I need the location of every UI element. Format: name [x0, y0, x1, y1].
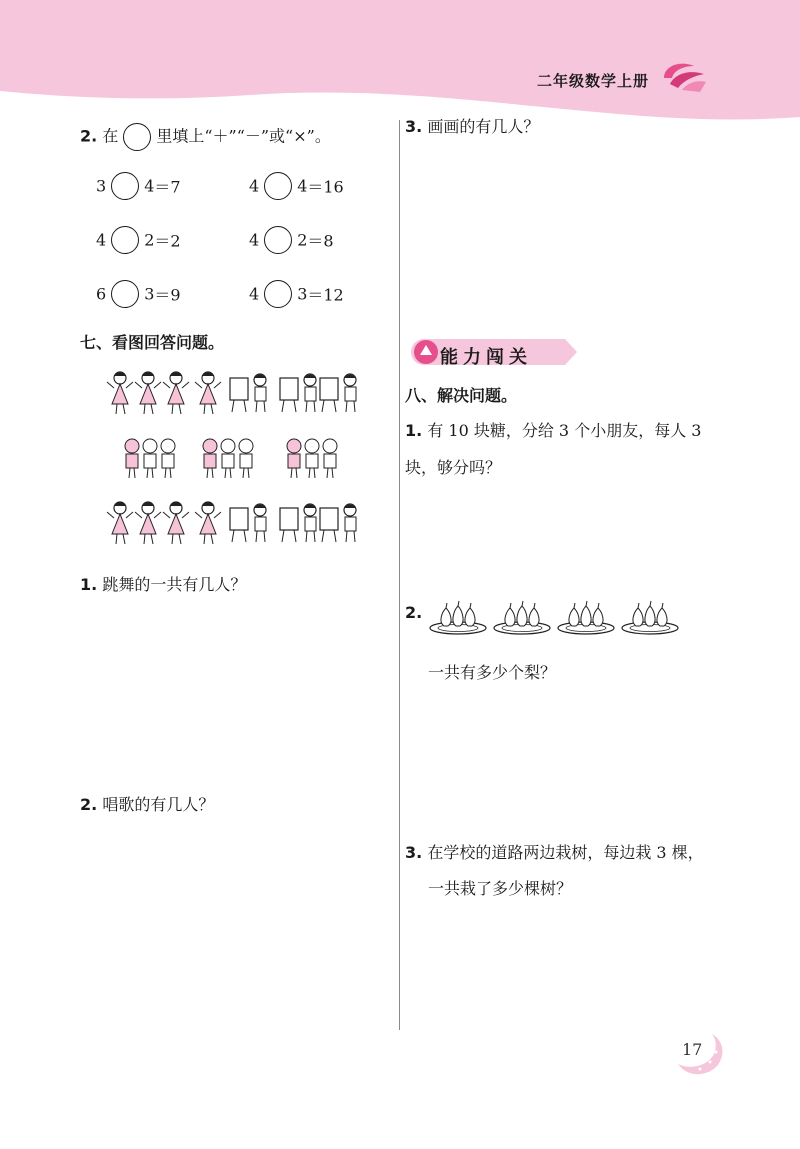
question-2-prompt: 2. 在 里填上“＋”“－”或“×”。 [80, 123, 331, 151]
equation-row: 4 3＝12 [249, 280, 344, 308]
equation-row: 3 4＝7 [96, 172, 181, 200]
publisher-logo-icon [660, 58, 708, 94]
equation-row: 4 2＝8 [249, 226, 334, 254]
header-title: 二年级数学上册 [537, 72, 650, 90]
page-number: 17 [682, 1040, 703, 1059]
operator-blank-circle[interactable] [111, 280, 139, 308]
problem-3-line1: 3. 在学校的道路两边栽树，每边栽 3 棵， [405, 843, 704, 862]
question-2b: 2. 唱歌的有几人？ [80, 795, 215, 814]
section-7-heading: 七、看图回答问题。 [80, 333, 225, 352]
problem-1-line1: 1. 有 10 块糖，分给 3 个小朋友，每人 3 [405, 421, 702, 440]
equation-row: 6 3＝9 [96, 280, 181, 308]
operator-blank-circle[interactable] [111, 172, 139, 200]
operator-blank-circle[interactable] [111, 226, 139, 254]
problem-2-question: 一共有多少个梨？ [428, 663, 557, 682]
pear-plates-illustration [428, 598, 692, 638]
children-activities-illustration [100, 368, 370, 553]
problem-2-number: 2. [405, 603, 423, 622]
column-divider [399, 120, 400, 1030]
problem-3-line2: 一共栽了多少棵树？ [428, 879, 573, 898]
equation-row: 4 4＝16 [249, 172, 344, 200]
operator-blank-circle[interactable] [264, 226, 292, 254]
question-number: 2. [80, 126, 98, 146]
operator-blank-circle[interactable] [264, 280, 292, 308]
section-8-heading: 八、解决问题。 [405, 386, 518, 405]
operator-blank-circle[interactable] [264, 172, 292, 200]
blank-circle[interactable] [123, 123, 151, 151]
equation-row: 4 2＝2 [96, 226, 181, 254]
problem-1-line2: 块，够分吗？ [405, 458, 502, 477]
ability-section-title: 能力闯关 [440, 347, 532, 368]
question-3: 3. 画画的有几人？ [405, 117, 540, 136]
question-1: 1. 跳舞的一共有几人？ [80, 575, 247, 594]
